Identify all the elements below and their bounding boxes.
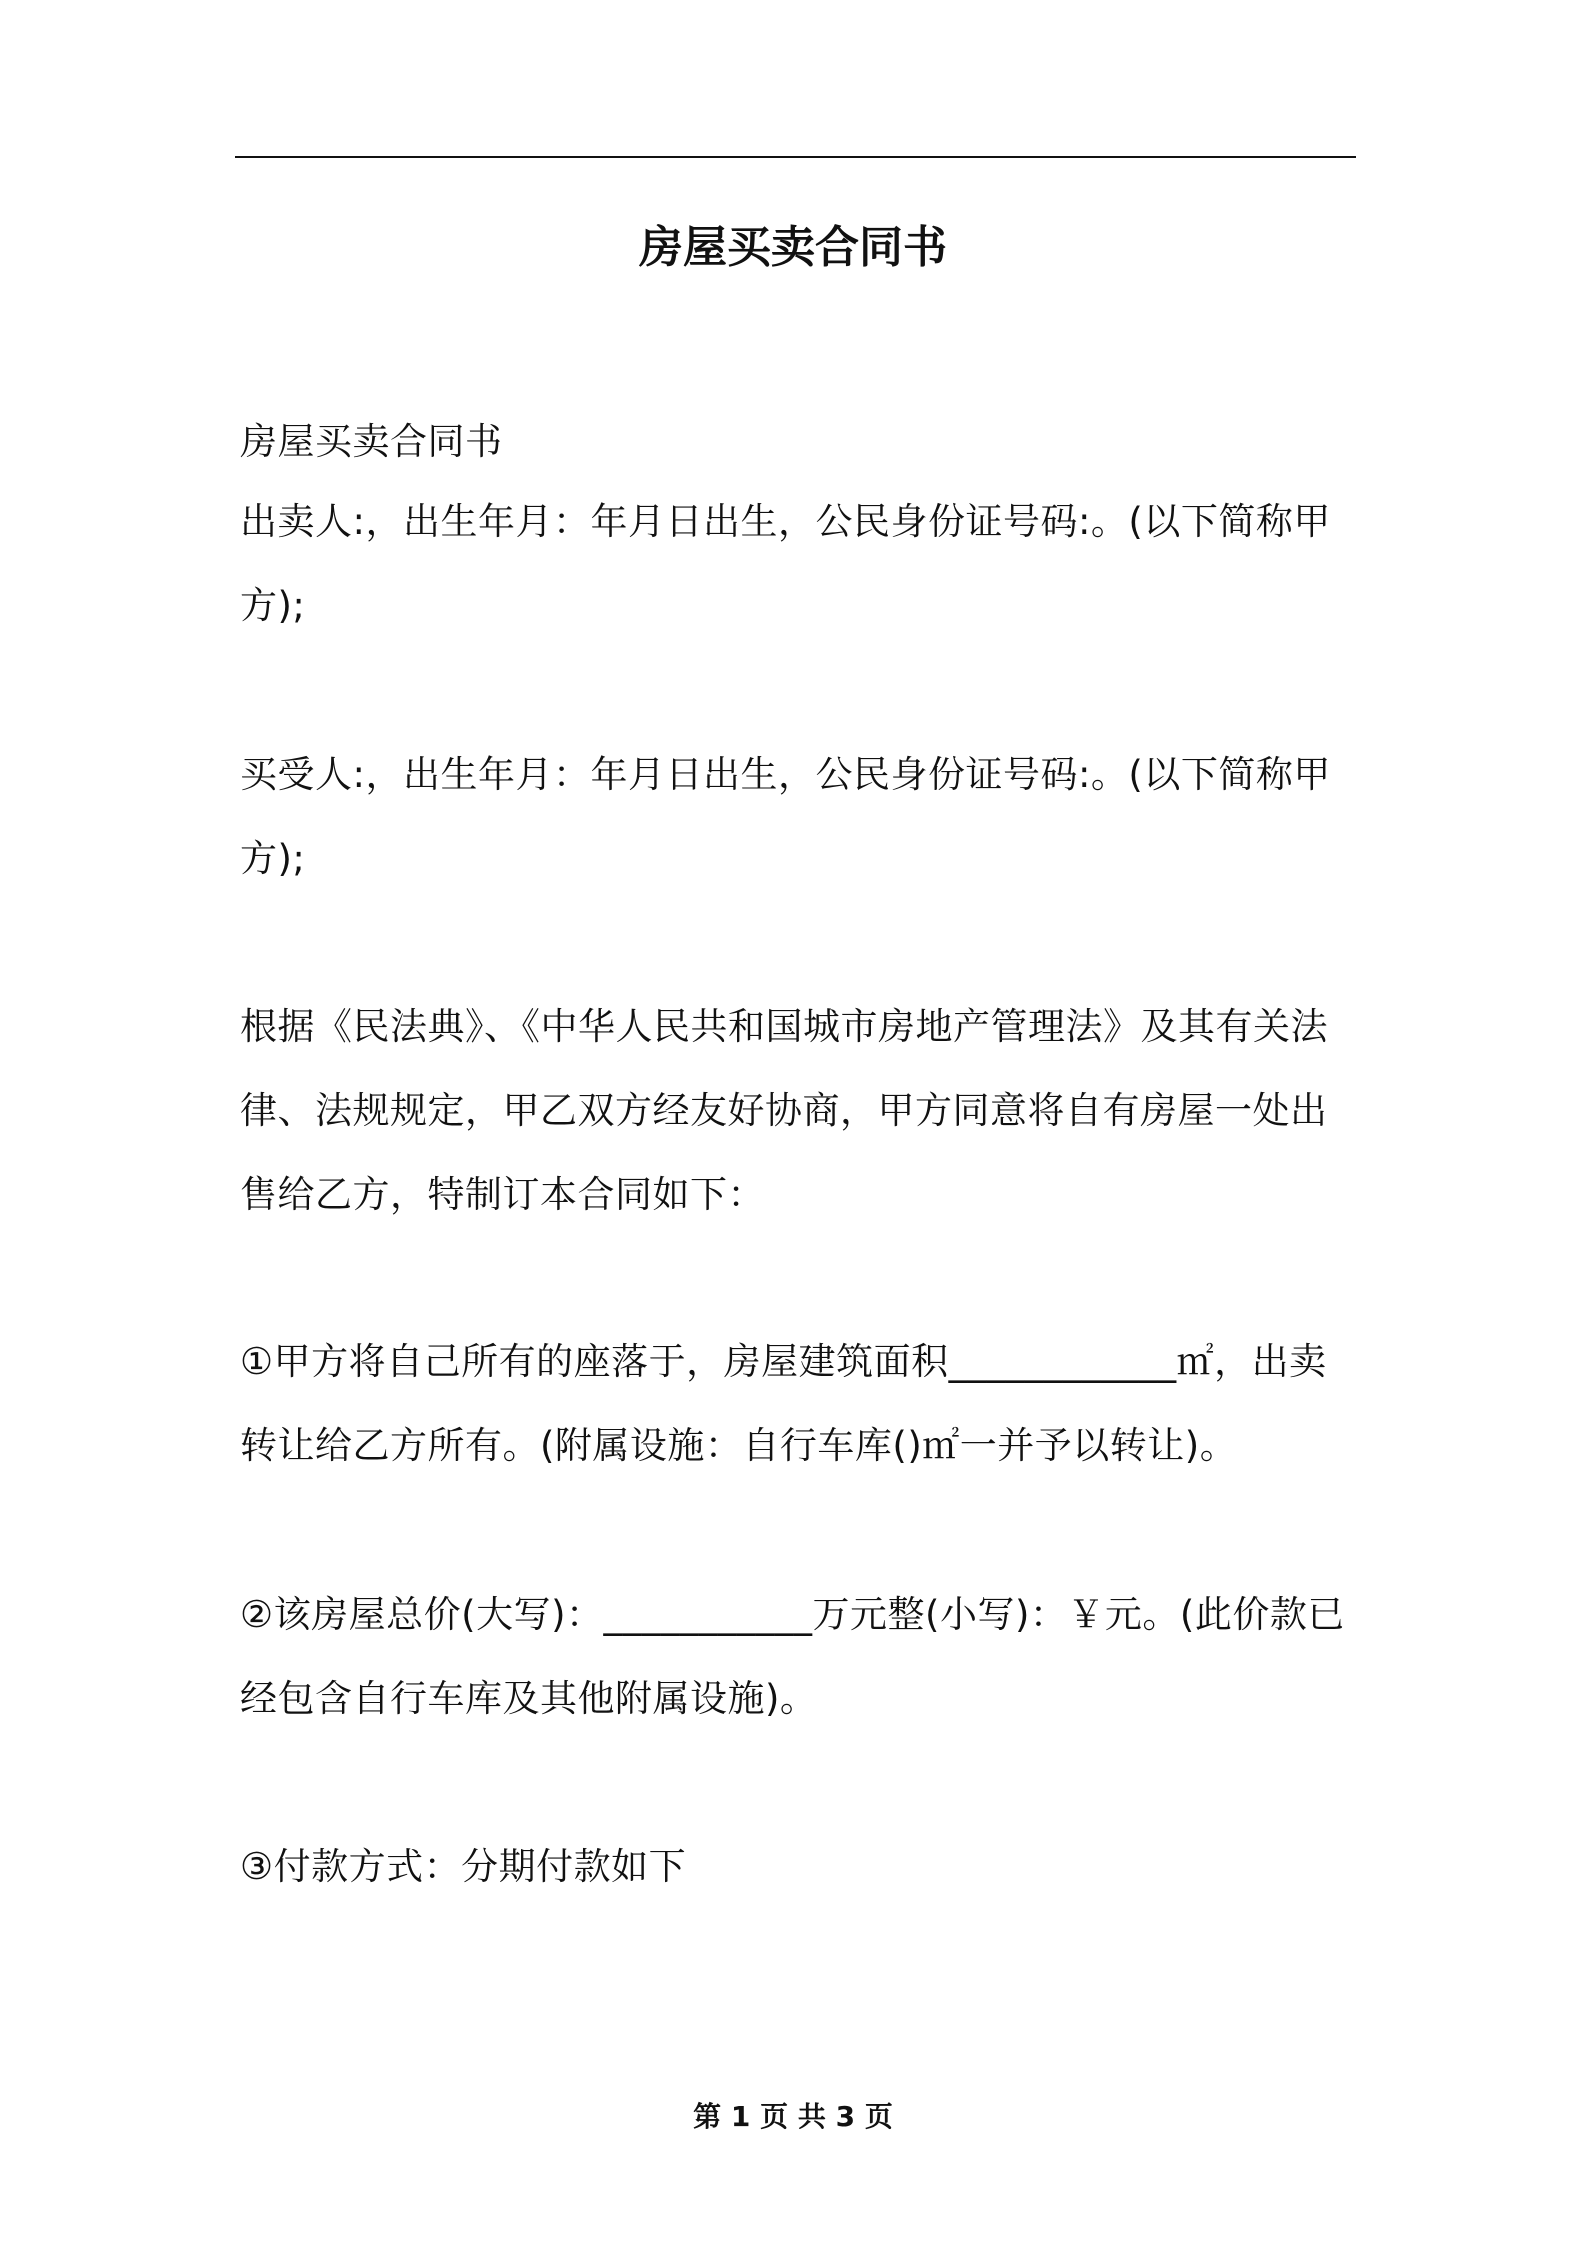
paragraph-legal-basis: 根据《民法典》、《中华人民共和国城市房地产管理法》及其有关法律、法规规定，甲乙双方经友好协商，甲方同意将自有房屋一处出售给乙方，特制订本合同如下：	[240, 1005, 1328, 1216]
clause-3-payment: ③付款方式：分期付款如下	[240, 1845, 687, 1888]
page-number-footer	[0, 2097, 1586, 2137]
clause-1-property: ①甲方将自己所有的座落于，房屋建筑面积____________㎡，出卖转让给乙方所有。(附属设施：自行车库()㎡一并予以转让)。	[240, 1340, 1327, 1467]
paragraph-seller: 出卖人:，出生年月：年月日出生，公民身份证号码:。(以下简称甲方);	[240, 500, 1331, 627]
paragraph-heading: 房屋买卖合同书	[240, 420, 503, 463]
document-title: 房屋买卖合同书	[639, 222, 947, 273]
paragraph-buyer: 买受人:，出生年月：年月日出生，公民身份证号码:。(以下简称甲方);	[240, 753, 1331, 880]
page-number-label: 第 1 页 共 3 页	[693, 2100, 893, 2133]
header-divider	[235, 156, 1356, 158]
clause-2-price: ②该房屋总价(大写)：___________万元整(小写)：￥元。(此价款已经包含自行车库及其他附属设施)。	[240, 1593, 1345, 1720]
